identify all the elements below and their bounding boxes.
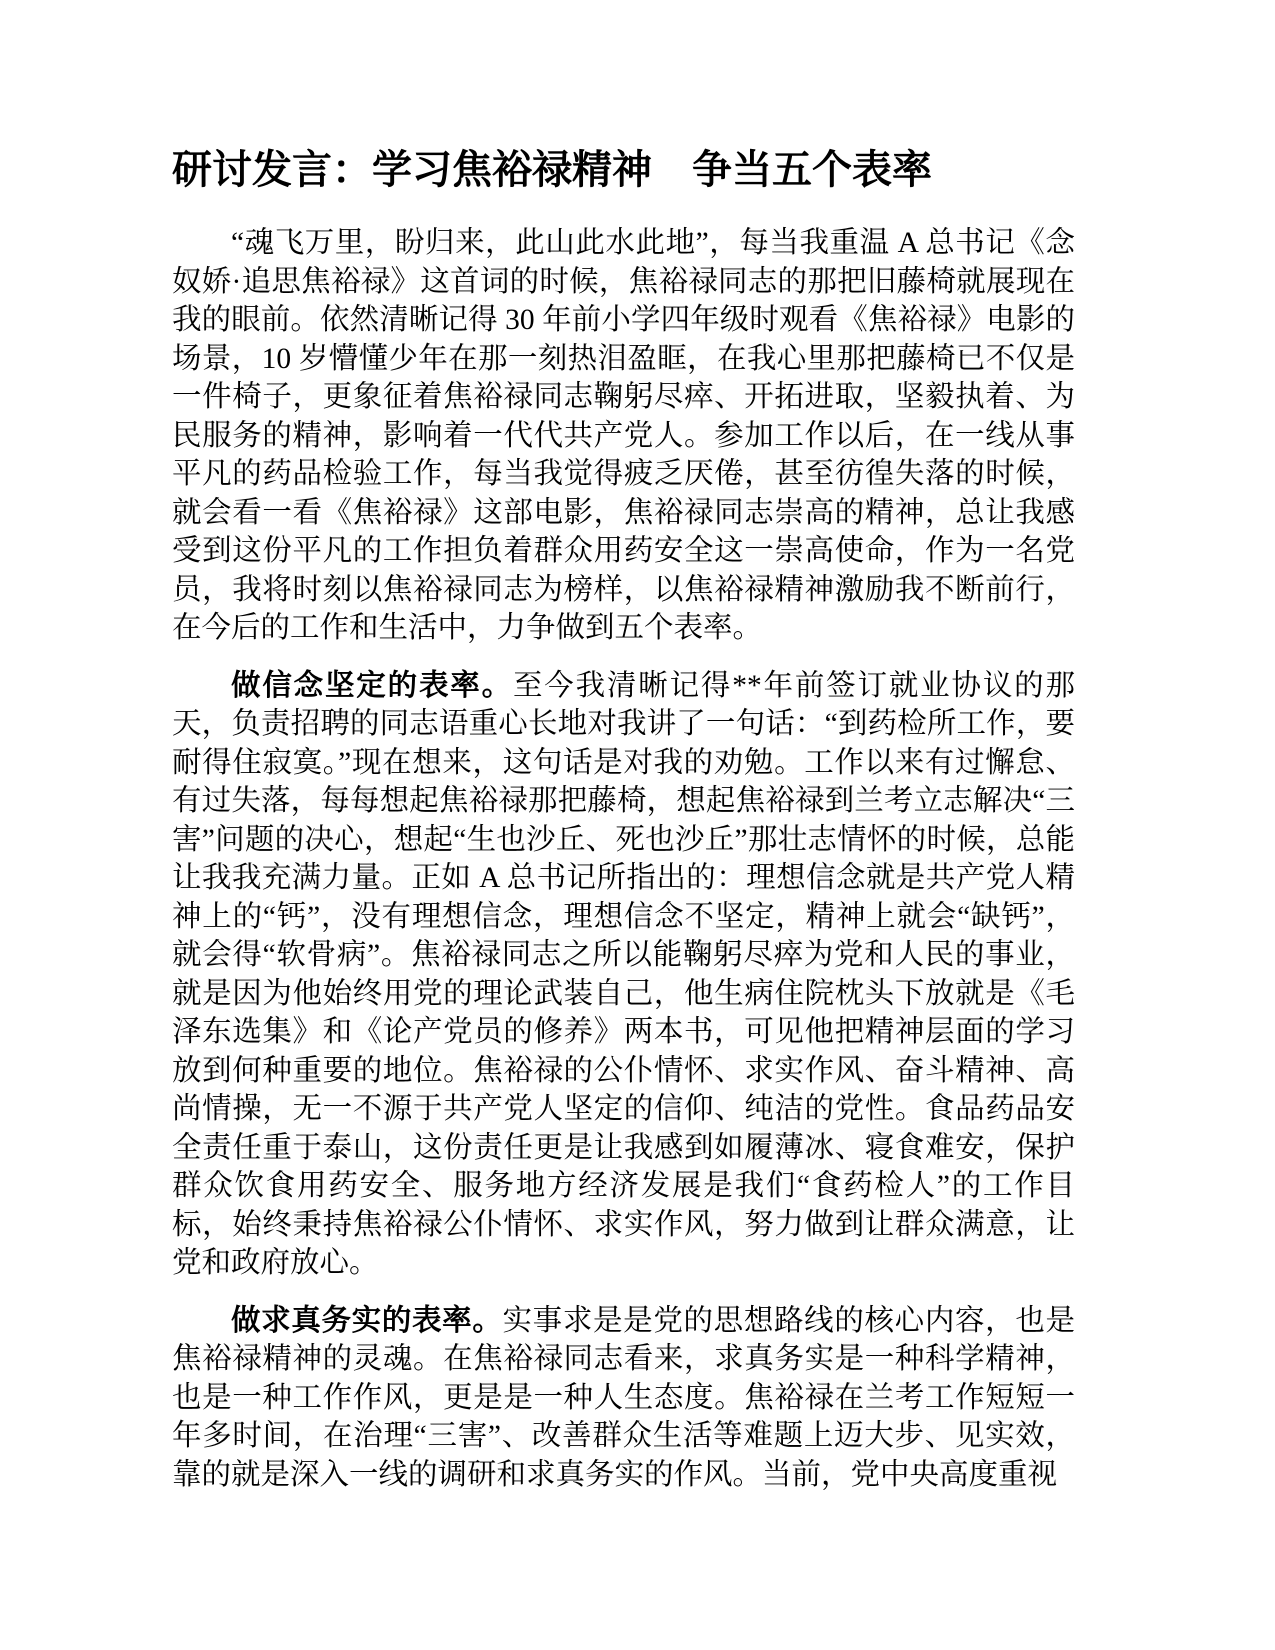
document-title: 研讨发言：学习焦裕禄精神 争当五个表率 <box>172 148 932 192</box>
paragraph <box>172 1302 1075 1495</box>
paragraph-bold-lead: 做信念坚定的表率。 <box>231 669 513 702</box>
paragraph <box>172 224 1075 648</box>
document-body <box>172 224 1075 1494</box>
paragraph-bold-lead: 做求真务实的表率。 <box>231 1304 503 1337</box>
paragraph <box>172 667 1075 1283</box>
paragraph-text: “魂飞万里，盼归来，此山此水此地”，每当我重温 A 总书记《念奴娇·追思焦裕禄》这首词的时候，焦裕禄同志的那把旧藤椅就展现在我的眼前。依然清晰记得 30 年前小学四年级时观看《焦裕禄》电影的场景，10 岁懵懂少年在那一刻热泪盈眶，在我心里那把藤椅已不仅是一件椅子，更象征着焦裕禄同志鞠躬尽瘁、开拓进取，坚毅执着、为民服务的精神，影响着一代代共产党人。参加工作以后，在一线从事平凡的药品检验工作，每当我觉得疲乏厌倦，甚至彷徨失落的时候，就会看一看《焦裕禄》这部电影，焦裕禄同志崇高的精神，总让我感受到这份平凡的工作担负着群众用药安全这一崇高使命，作为一名党员，我将时刻以焦裕禄同志为榜样，以焦裕禄精神激励我不断前行，在今后的工作和生活中，力争做到五个表率。 <box>172 227 1075 644</box>
paragraph-text: 实事求是是党的思想路线的核心内容，也是焦裕禄精神的灵魂。在焦裕禄同志看来，求真务实是一种科学精神，也是一种工作作风，更是是一种人生态度。焦裕禄在兰考工作短短一年多时间，在治理“三害”、改善群众生活等难题上迈大步、见实效，靠的就是深入一线的调研和求真务实的作风。当前，党中央高度重视 <box>172 1304 1075 1491</box>
paragraph-text: 至今我清晰记得**年前签订就业协议的那天，负责招聘的同志语重心长地对我讲了一句话：“到药检所工作，要耐得住寂寞。”现在想来，这句话是对我的劝勉。工作以来有过懈怠、有过失落，每每想起焦裕禄那把藤椅，想起焦裕禄到兰考立志解决“三害”问题的决心，想起“生也沙丘、死也沙丘”那壮志情怀的时候，总能让我我充满力量。正如 A 总书记所指出的：理想信念就是共产党人精神上的“钙”，没有理想信念，理想信念不坚定，精神上就会“缺钙”，就会得“软骨病”。焦裕禄同志之所以能鞠躬尽瘁为党和人民的事业，就是因为他始终用党的理论武装自己，他生病住院枕头下放就是《毛泽东选集》和《论产党员的修养》两本书，可见他把精神层面的学习放到何种重要的地位。焦裕禄的公仆情怀、求实作风、奋斗精神、高尚情操，无一不源于共产党人坚定的信仰、纯洁的党性。食品药品安全责任重于泰山，这份责任更是让我感到如履薄冰、寝食难安，保护群众饮食用药安全、服务地方经济发展是我们“食药检人”的工作目标，始终秉持焦裕禄公仆情怀、求实作风，努力做到让群众满意，让党和政府放心。 <box>172 669 1075 1279</box>
